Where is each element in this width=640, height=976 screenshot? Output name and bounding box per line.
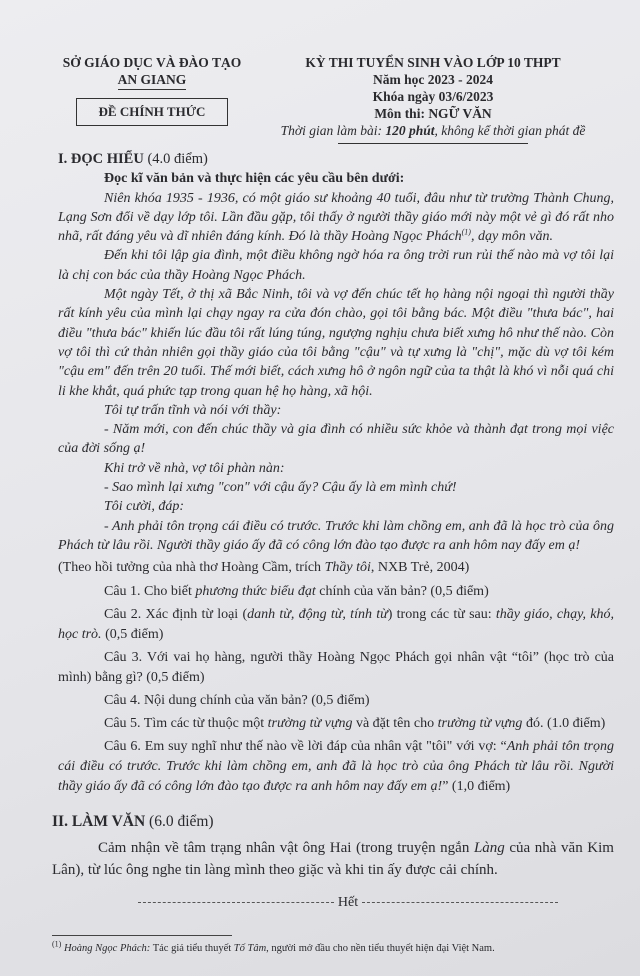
end-marker xyxy=(138,895,558,911)
province-name: AN GIANG xyxy=(118,71,187,90)
footnote-text: , người mở đầu cho nền tiểu thuyết hiện đại Việt Nam. xyxy=(266,942,495,954)
school-year: Năm học 2023 - 2024 xyxy=(373,72,493,87)
q-italic: trường từ vựng xyxy=(267,715,353,731)
q-text: ” (1,0 điểm) xyxy=(442,778,511,794)
q-italic: trường từ vựng xyxy=(437,715,523,731)
duration-suffix: , không kể thời gian phát đề xyxy=(434,123,586,138)
q-text: và đặt tên cho xyxy=(352,715,438,731)
end-label: Hết xyxy=(337,894,359,910)
q-italic: thầy giáo, chạy, khó, học trò. xyxy=(58,606,614,642)
exam-title: KỲ THI TUYỂN SINH VÀO LỚP 10 THPT xyxy=(305,55,561,70)
official-exam-label: ĐỀ CHÍNH THỨC xyxy=(76,98,228,126)
issuing-authority xyxy=(52,54,252,126)
exam-duration xyxy=(252,122,614,139)
question-6 xyxy=(58,737,614,797)
prompt-work: Làng xyxy=(473,839,505,856)
footnote-name: Hoàng Ngọc Phách: xyxy=(63,942,151,954)
section-1-heading: I. ĐỌC HIỂU xyxy=(58,151,144,167)
question-1 xyxy=(58,582,614,602)
passage-paragraph: Tôi cười, đáp: xyxy=(104,499,185,515)
subject: Môn thi: NGỮ VĂN xyxy=(374,106,492,121)
passage-paragraph: Đến khi tôi lập gia đình, một điều không ngờ hóa ra ông trời run rủi thế nào mà vợ tôi lại là chị con bác của thầy Hoàng Ngọc Phách. xyxy=(58,248,614,283)
writing-prompt xyxy=(52,837,614,881)
q-text: Câu 2. Xác định từ loại ( xyxy=(104,606,248,622)
section-2-heading: II. LÀM VĂN xyxy=(52,812,146,830)
section-reading xyxy=(52,150,614,797)
source-book: Thầy tôi xyxy=(324,560,371,576)
footnote-mark: (1) xyxy=(52,939,62,949)
passage-paragraph: Tôi tự trấn tĩnh và nói với thầy: xyxy=(104,402,282,418)
footnote-work: Tố Tâm xyxy=(233,942,267,954)
footnote xyxy=(52,939,614,956)
q-italic: danh từ, động từ, tính từ xyxy=(247,606,388,622)
reading-instruction: Đọc kĩ văn bản và thực hiện các yêu cầu bên dưới: xyxy=(104,171,405,187)
prompt-text: của nhà văn Kim Lân), từ lúc ông nghe tin làng mình theo giặc và khi tin ấy được cải chính. xyxy=(52,839,614,878)
dash-line xyxy=(138,902,334,903)
passage-paragraph: - Anh phải tôn trọng cái điều có trước. Trước khi làm chồng em, anh đã là học trò của ông Phách từ lâu rồi. Người thầy giáo ấy đã có công lớn đào tạo được ra anh hôm nay đấy em ạ! xyxy=(58,518,614,553)
question-4 xyxy=(58,691,614,711)
duration-prefix: Thời gian làm bài: xyxy=(280,123,386,138)
footnote-text: Tác giả tiểu thuyết xyxy=(150,942,234,954)
passage-paragraph: - Năm mới, con đến chúc thầy và gia đình có nhiều sức khỏe và thành đạt trong mọi việc của đời sống ạ! xyxy=(58,422,614,457)
exam-header xyxy=(52,54,614,144)
passage-source xyxy=(58,558,614,577)
q-italic: phương thức biểu đạt xyxy=(195,583,316,599)
q-italic: Anh phải tôn trọng cái điều có trước. Trước khi làm chồng em, anh đã là học trò của ông Phách từ lâu rồi. Người thầy giáo ấy đã có công lớn đào tạo được ra anh hôm nay đấy em ạ! xyxy=(58,738,615,794)
question-2 xyxy=(58,605,614,645)
exam-date: Khóa ngày 03/6/2023 xyxy=(372,89,494,104)
section-1-points: (4.0 điểm) xyxy=(143,151,208,167)
q-text: Câu 1. Cho biết xyxy=(104,583,196,599)
q-text: ) trong các từ sau: xyxy=(387,606,496,622)
q-text: Câu 3. Với vai họ hàng, người thầy Hoàng Ngọc Phách gọi nhân vật “tôi” (học trò của mình) bằng gì? (0,5 điểm) xyxy=(58,649,614,685)
question-3 xyxy=(58,648,614,688)
section-1-title xyxy=(58,150,614,169)
department-name: SỞ GIÁO DỤC VÀ ĐÀO TẠO xyxy=(62,55,242,70)
source-suffix: , NXB Trẻ, 2004) xyxy=(370,560,470,576)
q-text: (0,5 điểm) xyxy=(101,626,164,642)
q-text: Câu 4. Nội dung chính của văn bản? (0,5 điểm) xyxy=(104,692,370,708)
header-divider xyxy=(338,143,528,144)
passage-paragraph xyxy=(58,189,614,247)
passage-text: , dạy môn văn. xyxy=(470,229,553,245)
dash-line xyxy=(362,902,558,903)
exam-info xyxy=(252,54,614,144)
footnote-ref: (1) xyxy=(461,227,471,237)
passage-paragraph: Một ngày Tết, ở thị xã Bắc Ninh, tôi và vợ đến chúc tết họ hàng nội ngoại thì người thầy rất kính yêu của mình lại chạy ngay ra cửa đón chào, gọi tôi bằng bác. Một điều "thưa bác", hai điều "thưa bác" khiến lúc đầu tôi rất lúng túng, ngượng nghịu chưa biết xưng hô như thế nào. Còn vợ tôi thì cứ thản nhiên gọi thầy giáo của tôi bằng "cậu" và tự xưng là "chị", mặc dù vợ tôi kém "cậu em" đến trên 20 tuổi. Thế mới biết, cách xưng hô ở ngôn ngữ của ta thật là khó vì nỗi quá chi li khe khắt, quá phức tạp trong quan hệ họ hàng, xã hội. xyxy=(58,287,614,399)
q-text: Câu 5. Tìm các từ thuộc một xyxy=(104,715,268,731)
footnote-divider xyxy=(52,935,232,936)
section-2-points: (6.0 điểm) xyxy=(145,812,214,830)
question-5 xyxy=(58,714,614,734)
q-text: Câu 6. Em suy nghĩ như thế nào về lời đáp của nhân vật "tôi" với vợ: “ xyxy=(104,738,507,754)
section-2-title xyxy=(52,811,614,833)
passage-paragraph: Khi trở về nhà, vợ tôi phàn nàn: xyxy=(104,460,285,476)
prompt-text: Cảm nhận về tâm trạng nhân vật ông Hai (trong truyện ngắn xyxy=(98,839,474,856)
section-writing xyxy=(52,811,614,881)
duration-value: 120 phút xyxy=(385,123,435,138)
q-text: chính của văn bản? (0,5 điểm) xyxy=(315,583,489,599)
q-text: đó. (1.0 điểm) xyxy=(522,715,606,731)
passage-paragraph: - Sao mình lại xưng "con" với cậu ấy? Cậu ấy là em mình chứ! xyxy=(104,480,457,496)
passage-text: Niên khóa 1935 - 1936, có một giáo sư khoảng 40 tuổi, đâu như từ trường Thành Chung, Lạng Sơn đổi về dạy lớp tôi. Lần đầu gặp, tôi thấy ở người thầy giáo mới này một vẻ gì đó rất nho nhã, rất đáng yêu và dĩ nhiên đáng kính. Đó là thầy Hoàng Ngọc Phách xyxy=(58,190,614,245)
source-prefix: (Theo hồi tưởng của nhà thơ Hoàng Cầm, trích xyxy=(58,560,325,576)
